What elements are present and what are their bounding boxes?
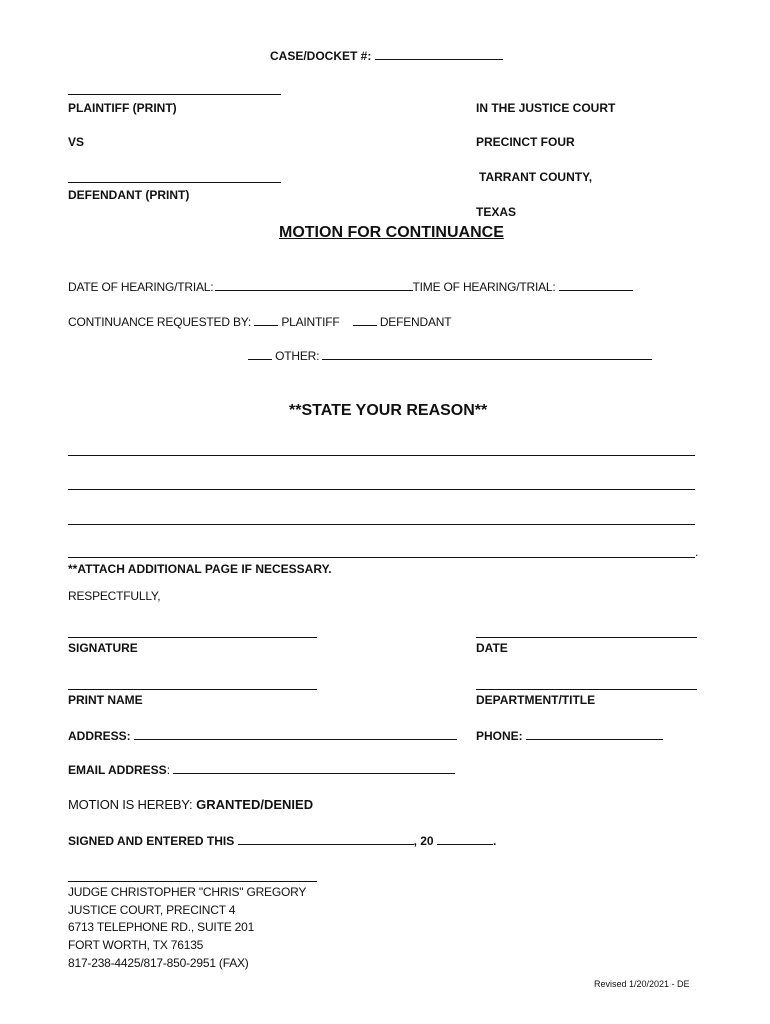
address-label: ADDRESS:	[68, 729, 131, 743]
defendant-label: DEFENDANT (PRINT)	[68, 188, 190, 202]
other-option-label: OTHER:	[275, 349, 320, 363]
print-name-label: PRINT NAME	[68, 693, 143, 707]
revised-note: Revised 1/20/2021 - DE	[594, 979, 690, 989]
hearing-date-label: DATE OF HEARING/TRIAL:	[68, 280, 214, 294]
address-field[interactable]	[134, 728, 457, 740]
reason-line-4[interactable]	[68, 557, 695, 558]
other-checkbox[interactable]	[248, 348, 272, 360]
court-line-1: IN THE JUSTICE COURT	[476, 101, 616, 115]
vs-label: VS	[68, 135, 85, 149]
date-label: DATE	[476, 641, 508, 655]
email-field[interactable]	[173, 762, 455, 774]
respectfully-text: RESPECTFULLY,	[68, 589, 161, 603]
department-field[interactable]	[476, 689, 697, 690]
reason-end-mark: .	[695, 545, 699, 559]
signed-year-prefix: , 20	[413, 834, 434, 848]
hearing-time-label: TIME OF HEARING/TRIAL:	[412, 280, 556, 294]
requested-by-label: CONTINUANCE REQUESTED BY:	[68, 315, 252, 329]
signed-end-mark: .	[492, 834, 497, 848]
plaintiff-checkbox[interactable]	[254, 314, 278, 326]
judge-street: 6713 TELEPHONE RD., SUITE 201	[68, 920, 255, 934]
plaintiff-label: PLAINTIFF (PRINT)	[68, 101, 177, 115]
defendant-name-field[interactable]	[68, 182, 281, 183]
plaintiff-name-field[interactable]	[68, 94, 281, 95]
judge-phone: 817-238-4425/817-850-2951 (FAX)	[68, 956, 249, 970]
hearing-line	[68, 279, 633, 294]
court-line-2: PRECINCT FOUR	[476, 135, 575, 149]
defendant-option-label: DEFENDANT	[379, 315, 452, 329]
page-title: MOTION FOR CONTINUANCE	[279, 224, 504, 241]
phone-label: PHONE:	[476, 729, 523, 743]
case-docket-label: CASE/DOCKET #:	[270, 49, 372, 63]
other-line	[248, 348, 652, 363]
phone-field[interactable]	[526, 728, 663, 740]
signature-field[interactable]	[68, 637, 317, 638]
defendant-checkbox[interactable]	[353, 314, 377, 326]
motion-ruling-value: GRANTED/DENIED	[196, 797, 314, 812]
email-line	[68, 762, 455, 777]
motion-ruling-line	[68, 798, 313, 812]
attach-note: **ATTACH ADDITIONAL PAGE IF NECESSARY.	[68, 562, 332, 576]
address-line	[68, 728, 457, 743]
case-docket-field[interactable]	[375, 48, 503, 60]
phone-line	[476, 728, 663, 743]
signature-label: SIGNATURE	[68, 641, 138, 655]
other-field[interactable]	[322, 348, 652, 360]
judge-court: JUSTICE COURT, PRECINCT 4	[68, 903, 236, 917]
date-field[interactable]	[476, 637, 697, 638]
motion-ruling-label: MOTION IS HEREBY:	[68, 797, 193, 812]
reason-heading: **STATE YOUR REASON**	[289, 402, 488, 419]
reason-line-2[interactable]	[68, 489, 695, 490]
signed-entered-line	[68, 833, 496, 848]
department-label: DEPARTMENT/TITLE	[476, 693, 596, 707]
case-docket-line	[270, 48, 503, 63]
signed-day-field[interactable]	[238, 833, 414, 845]
print-name-field[interactable]	[68, 689, 317, 690]
court-line-4: TEXAS	[476, 205, 517, 219]
judge-city: FORT WORTH, TX 76135	[68, 938, 204, 952]
judge-name: JUDGE CHRISTOPHER "CHRIS" GREGORY	[68, 885, 307, 899]
reason-line-3[interactable]	[68, 524, 695, 525]
judge-signature-field[interactable]	[68, 881, 317, 882]
signed-entered-label: SIGNED AND ENTERED THIS	[68, 834, 235, 848]
reason-line-1[interactable]	[68, 455, 695, 456]
requested-by-line	[68, 314, 451, 329]
court-line-3: TARRANT COUNTY,	[479, 170, 593, 184]
hearing-time-field[interactable]	[559, 279, 633, 291]
plaintiff-option-label: PLAINTIFF	[281, 315, 340, 329]
signed-year-field[interactable]	[437, 833, 493, 845]
email-colon: :	[166, 763, 171, 777]
email-label: EMAIL ADDRESS	[68, 763, 167, 777]
hearing-date-field[interactable]	[215, 279, 413, 291]
